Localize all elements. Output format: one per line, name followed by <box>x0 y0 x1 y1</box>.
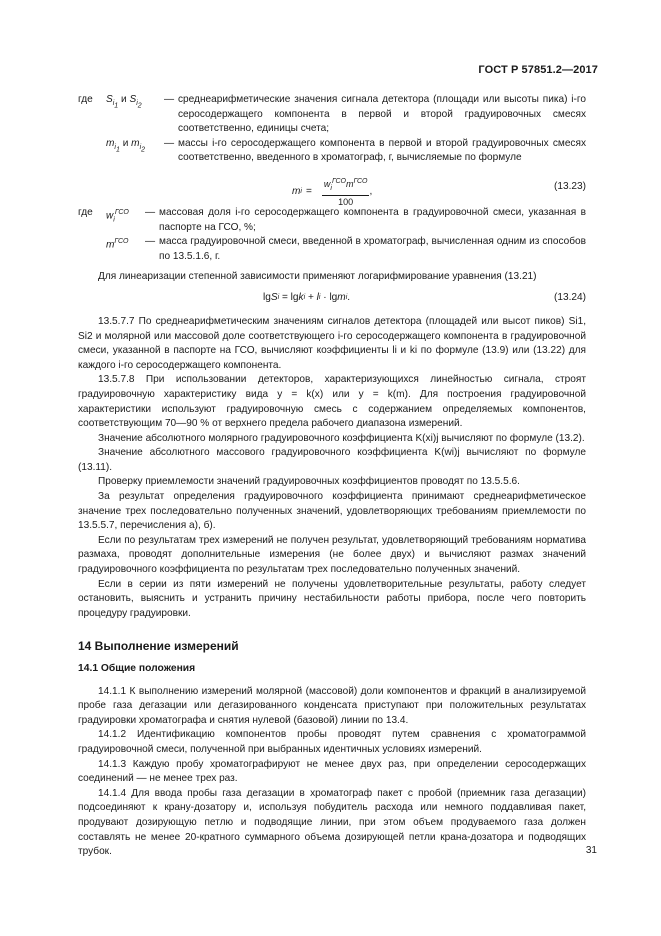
paragraph-no-result: Если по результатам трех измерений не получен результат, удовлетворяющий требованиям норматива размаха, проводят дополнительные измерения (не более двух) и вычисляют размах значений градуировочного коэффициента по результатам трех последовательно полученных значений. <box>78 534 586 576</box>
paragraph-abs-mass: Значение абсолютного массового градуировочного коэффициента K(wi)j вычисляют по формуле (13.11). <box>78 447 586 473</box>
paragraph-14-1-1: 14.1.1 К выполнению измерений молярной (массовой) доли компонентов и фракций в анализируемой пробе газа дегазации или дегазированного конденсата приступают при положительных результатах градуировки хроматографа и снятия нулевой (базовой) линии по 13.4. <box>78 685 586 726</box>
dash: — <box>145 236 156 248</box>
paragraph-14-1-2: 14.1.2 Идентификацию компонентов пробы проводят путем сравнения с хроматограммой градуировочной смеси, полученной при выбранных идентичных условиях измерений. <box>78 729 586 755</box>
document-header: ГОСТ Р 57851.2—2017 <box>478 64 598 76</box>
symbol-w: $w_i^{ГСО}$ <box>106 208 129 224</box>
definitions-block-1 <box>78 93 586 166</box>
definition-row <box>78 206 586 235</box>
paragraph-check: Проверку приемлемости значений градуировочных коэффициентов проводят по 13.5.5.6. <box>98 476 520 488</box>
paragraph-linearization: Для линеаризации степенной зависимости применяют логарифмирование уравнения (13.21) <box>98 271 537 283</box>
dash: — <box>164 94 175 105</box>
formula-13-23: m i = $\frac{w_i^{ГСО}m^{ГСО}}{100}$ , (13.23) <box>292 177 586 207</box>
definition-row <box>78 137 586 166</box>
page-number: 31 <box>585 845 597 856</box>
paragraph-14-1-4: 14.1.4 Для ввода пробы газа дегазации в хроматограф пакет с пробой (приемник газа дегазации) подсоединяют к крану-дозатору и, используя побудитель расхода или немного поддавливая пакет, продувают дозирующую петлю и подводящие линии, при этом объем продуваемого газа должен составлять не менее 20-кратного суммарного объема дозирующей петли крана-дозатора и подводящих трубок. <box>78 787 586 858</box>
dash: — <box>164 137 175 149</box>
symbol-m: $m_{i_1}$ и $m_{i_2}$ <box>106 137 146 154</box>
definition-row <box>78 93 586 137</box>
formula-number: (13.24) <box>554 291 586 303</box>
paragraph-14-1-3: 14.1.3 Каждую пробу хроматографируют не менее двух раз, при определении серосодержащих соединений — не менее трех раз. <box>78 758 586 785</box>
formula-number: (13.23) <box>554 180 586 192</box>
paragraph-result: За результат определения градуировочного коэффициента принимают среднеарифметическое значение трех последовательно полученных значений, удовлетворяющих требованиям приемлемости по 13.5.5.7, перечисления а), б). <box>78 491 586 532</box>
definition-text: масса градуировочной смеси, введенной в хроматограф, вычисленная одним из способов по 13.5.1.6, г. <box>159 236 586 262</box>
definition-text: массовая доля i-го серосодержащего компонента в градуировочной смеси, указанная в паспорте на ГСО, %; <box>159 206 586 233</box>
paragraph-13-5-7-8: 13.5.7.8 При использовании детекторов, характеризующихся линейностью сигнала, строят градуировочную характеристику вида y = k(x) или y = k(m). Для построения градуировочной характеристики используют градуировочную смесь с содержанием определяемых компонентов, соответствующим 70—90 % от верхнего предела рабочего диапазона измерений. <box>78 374 586 430</box>
where-label: где <box>78 206 93 218</box>
dash: — <box>145 206 156 218</box>
paragraph-five-series: Если в серии из пяти измерений не получены удовлетворительные результаты, работу следует остановить, выяснить и устранить причину нестабильности работы прибора, после чего повторить процедуру градуировки. <box>78 578 586 619</box>
section-14-heading: 14 Выполнение измерений <box>78 639 239 654</box>
section-14-1-heading: 14.1 Общие положения <box>78 663 196 674</box>
definition-text: среднеарифметические значения сигнала детектора (площади или высоты пика) i-го серосодержащего компонента в первой и второй градуировочных смесях соответственно, единицы счета; <box>178 94 586 135</box>
paragraph-13-5-7-7: 13.5.7.7 По среднеарифметическим значениям сигналов детектора (площадей или высот пиков) Si1, Si2 и молярной или массовой доле соответствующего i-го серосодержащего компонента в градуировочной смеси, указанной в паспорте на ГСО, вычисляют коэффициенты li и ki по формуле (13.9) или (13.22) для каждого i-го серосодержащего компонента. <box>78 315 586 371</box>
symbol-m-gso: $m^{ГСО}$ <box>106 238 129 251</box>
definitions-block-2 <box>78 206 586 264</box>
formula-13-24: lg S i = lg k i + l i · lg m i . (13.24) <box>78 289 586 311</box>
fraction: $\frac{w_i^{ГСО}m^{ГСО}}{100}$ <box>323 177 368 207</box>
definition-text: массы i-го серосодержащего компонента в первой и второй градуировочных смесях соответственно, введенного в хроматограф, г, вычисляемые по формуле <box>178 137 586 164</box>
page-content <box>78 93 586 860</box>
where-label: где <box>78 94 93 105</box>
symbol-s: $S_{i_1}$ и $S_{i_2}$ <box>106 94 142 110</box>
paragraph-abs-molar: Значение абсолютного молярного градуировочного коэффициента K(xi)j вычисляют по формуле (13.2). <box>98 432 585 444</box>
definition-row <box>78 235 586 264</box>
